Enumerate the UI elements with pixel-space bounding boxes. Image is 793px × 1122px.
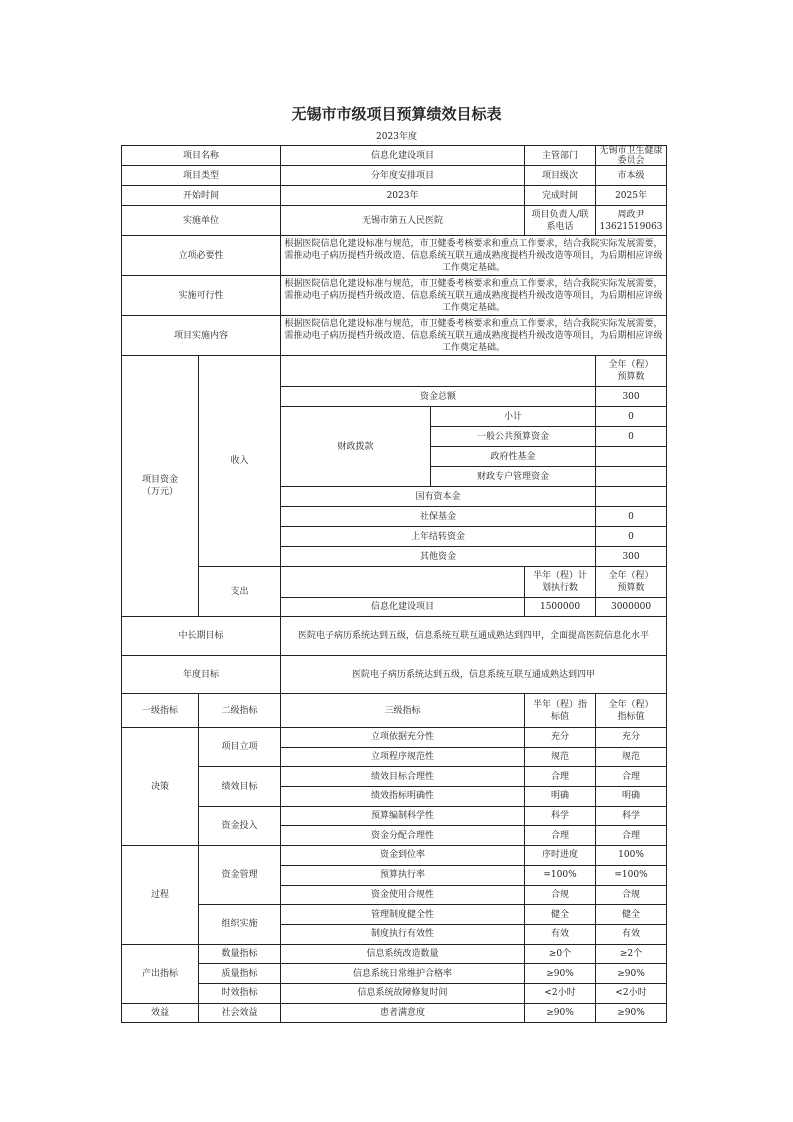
half-year-value: 合理: [525, 826, 596, 846]
level3-indicator: 立项程序规范性: [281, 747, 525, 767]
full-year-budget-header: 全年（程）预算数: [596, 567, 667, 598]
level2-indicator: 绩效目标: [199, 767, 281, 806]
half-year-value: 序时进度: [525, 846, 596, 866]
full-year-value: 合理: [596, 826, 667, 846]
value: 1500000: [525, 598, 596, 617]
indicator-row: [122, 944, 667, 964]
full-year-value: 充分: [596, 728, 667, 748]
level2-indicator: 组织实施: [199, 905, 281, 944]
half-year-value: 明确: [525, 787, 596, 807]
header: 一级指标: [122, 694, 199, 728]
label: 项目名称: [122, 146, 281, 166]
half-year-value: =100%: [525, 865, 596, 885]
owner-name: 周政尹: [617, 209, 645, 220]
full-year-value: ≥90%: [596, 1003, 667, 1023]
funds-label: 项目资金（万元）: [122, 356, 199, 617]
indicator-row: [122, 846, 667, 866]
full-year-value: 有效: [596, 924, 667, 944]
label: 中长期目标: [122, 617, 281, 656]
level2-indicator: 项目立项: [199, 728, 281, 767]
half-year-value: 科学: [525, 806, 596, 826]
page-title: 无锡市市级项目预算绩效目标表: [291, 105, 502, 123]
label: 年度目标: [122, 656, 281, 694]
full-year-budget-header: 全年（程）预算数: [596, 356, 667, 387]
label: 资金总额: [281, 387, 596, 407]
indicator-row: [122, 728, 667, 748]
owner-phone: 13621519063: [599, 221, 663, 232]
level3-indicator: 信息系统改造数量: [281, 944, 525, 964]
value: [596, 487, 667, 507]
label: 立项必要性: [122, 236, 281, 276]
label: 小计: [431, 407, 596, 427]
value: [596, 146, 667, 166]
level1-indicator: 决策: [122, 728, 199, 846]
row-dates: [122, 186, 667, 206]
row-unit: [122, 206, 667, 236]
value: 分年度安排项目: [281, 166, 525, 186]
full-year-value: 100%: [596, 846, 667, 866]
half-year-value: 充分: [525, 728, 596, 748]
header: 三级指标: [281, 694, 525, 728]
indicator-row: [122, 767, 667, 787]
value: 2025年: [596, 186, 667, 206]
header: 全年（程）指标值: [596, 694, 667, 728]
level2-indicator: 质量指标: [199, 964, 281, 984]
fiscal-label: 财政拨款: [281, 407, 431, 487]
level3-indicator: 绩效指标明确性: [281, 787, 525, 807]
level3-indicator: 预算执行率: [281, 865, 525, 885]
half-year-value: 有效: [525, 924, 596, 944]
label: 项目级次: [525, 166, 596, 186]
label: 信息化建设项目: [281, 598, 525, 617]
value: 300: [596, 547, 667, 567]
year-label: 2023年度: [376, 132, 417, 142]
half-year-value: ≥90%: [525, 964, 596, 984]
value: [596, 467, 667, 487]
row-project-name: [122, 146, 667, 166]
full-year-value: 规范: [596, 747, 667, 767]
indicator-row: [122, 983, 667, 1003]
expense-header-row: [122, 567, 667, 598]
value: 300: [596, 387, 667, 407]
indicator-row: [122, 964, 667, 984]
full-year-value: 科学: [596, 806, 667, 826]
annual-goal-row: [122, 656, 667, 694]
label: 国有资本金: [281, 487, 596, 507]
half-year-value: 合理: [525, 767, 596, 787]
full-year-value: 明确: [596, 787, 667, 807]
value: 市本级: [596, 166, 667, 186]
value: 医院电子病历系统达到五级，信息系统互联互通成熟达到四甲，全面提高医院信息化水平: [281, 617, 667, 656]
level3-indicator: 资金分配合理性: [281, 826, 525, 846]
full-year-value: <2小时: [596, 983, 667, 1003]
value: 信息化建设项目: [281, 146, 525, 166]
level1-indicator: 产出指标: [122, 944, 199, 1003]
full-year-value: 合规: [596, 885, 667, 905]
half-year-value: 规范: [525, 747, 596, 767]
label: 项目负责人/联系电话: [525, 206, 596, 236]
level3-indicator: 资金到位率: [281, 846, 525, 866]
label: 开始时间: [122, 186, 281, 206]
value: 根据医院信息化建设标准与规范，市卫健委考核要求和重点工作要求，结合我院实际发展需要，需推动电子病历提档升级改造、信息系统互联互通成熟度提档升级改造等项目，为后期相应评级工作奠定基础。: [281, 236, 667, 276]
label: 项目类型: [122, 166, 281, 186]
full-year-value: 合理: [596, 767, 667, 787]
level3-indicator: 信息系统日常维护合格率: [281, 964, 525, 984]
level2-indicator: 数量指标: [199, 944, 281, 964]
value: 根据医院信息化建设标准与规范，市卫健委考核要求和重点工作要求，结合我院实际发展需要，需推动电子病历提档升级改造、信息系统互联互通成熟度提档升级改造等项目，为后期相应评级工作奠定基础。: [281, 316, 667, 356]
level1-indicator: 过程: [122, 846, 199, 944]
level3-indicator: 信息系统故障修复时间: [281, 983, 525, 1003]
value: 无锡市第五人民医院: [281, 206, 525, 236]
half-year-value: 合规: [525, 885, 596, 905]
level3-indicator: 制度执行有效性: [281, 924, 525, 944]
level3-indicator: 立项依据充分性: [281, 728, 525, 748]
value: [596, 447, 667, 467]
label: 项目实施内容: [122, 316, 281, 356]
full-year-value: =100%: [596, 865, 667, 885]
level2-indicator: 资金投入: [199, 806, 281, 845]
label: 实施单位: [122, 206, 281, 236]
half-year-value: ≥0个: [525, 944, 596, 964]
indicator-row: [122, 806, 667, 826]
row-feasibility: [122, 276, 667, 316]
indicator-row: [122, 905, 667, 925]
value: 2023年: [281, 186, 525, 206]
header: 二级指标: [199, 694, 281, 728]
label: 社保基金: [281, 507, 596, 527]
level3-indicator: 绩效目标合理性: [281, 767, 525, 787]
level3-indicator: 患者满意度: [281, 1003, 525, 1023]
value: 0: [596, 527, 667, 547]
full-year-value: 健全: [596, 905, 667, 925]
label: 政府性基金: [431, 447, 596, 467]
row-necessity: [122, 236, 667, 276]
value: [596, 206, 667, 236]
empty-cell: [281, 567, 525, 598]
level2-indicator: 资金管理: [199, 846, 281, 905]
level1-indicator: 效益: [122, 1003, 199, 1023]
row-project-type: [122, 166, 667, 186]
full-year-value: ≥2个: [596, 944, 667, 964]
funds-header-row: [122, 356, 667, 387]
value: 0: [596, 427, 667, 447]
expense-label: 支出: [199, 567, 281, 617]
level2-indicator: 时效指标: [199, 983, 281, 1003]
label: 一般公共预算资金: [431, 427, 596, 447]
level3-indicator: 预算编制科学性: [281, 806, 525, 826]
income-label: 收入: [199, 356, 281, 567]
empty-cell: [281, 356, 596, 387]
row-content: [122, 316, 667, 356]
label: 主管部门: [525, 146, 596, 166]
label: 财政专户管理资金: [431, 467, 596, 487]
header: 半年（程）指标值: [525, 694, 596, 728]
indicator-row: [122, 1003, 667, 1023]
performance-target-table: [121, 145, 667, 1023]
label: 其他资金: [281, 547, 596, 567]
full-year-value: ≥90%: [596, 964, 667, 984]
half-year-value: 健全: [525, 905, 596, 925]
label: 完成时间: [525, 186, 596, 206]
label: 上年结转资金: [281, 527, 596, 547]
value: 3000000: [596, 598, 667, 617]
level2-indicator: 社会效益: [199, 1003, 281, 1023]
label: 实施可行性: [122, 276, 281, 316]
level3-indicator: 管理制度健全性: [281, 905, 525, 925]
value: 根据医院信息化建设标准与规范，市卫健委考核要求和重点工作要求，结合我院实际发展需要，需推动电子病历提档升级改造、信息系统互联互通成熟度提档升级改造等项目，为后期相应评级工作奠定基础。: [281, 276, 667, 316]
half-year-plan-header: 半年（程）计划执行数: [525, 567, 596, 598]
value: 医院电子病历系统达到五级，信息系统互联互通成熟达到四甲: [281, 656, 667, 694]
indicator-header-row: [122, 694, 667, 728]
half-year-value: ≥90%: [525, 1003, 596, 1023]
level3-indicator: 资金使用合规性: [281, 885, 525, 905]
long-term-goal-row: [122, 617, 667, 656]
half-year-value: <2小时: [525, 983, 596, 1003]
value: 0: [596, 407, 667, 427]
dept-value: 无锡市卫生健康委员会: [599, 146, 663, 165]
value: 0: [596, 507, 667, 527]
